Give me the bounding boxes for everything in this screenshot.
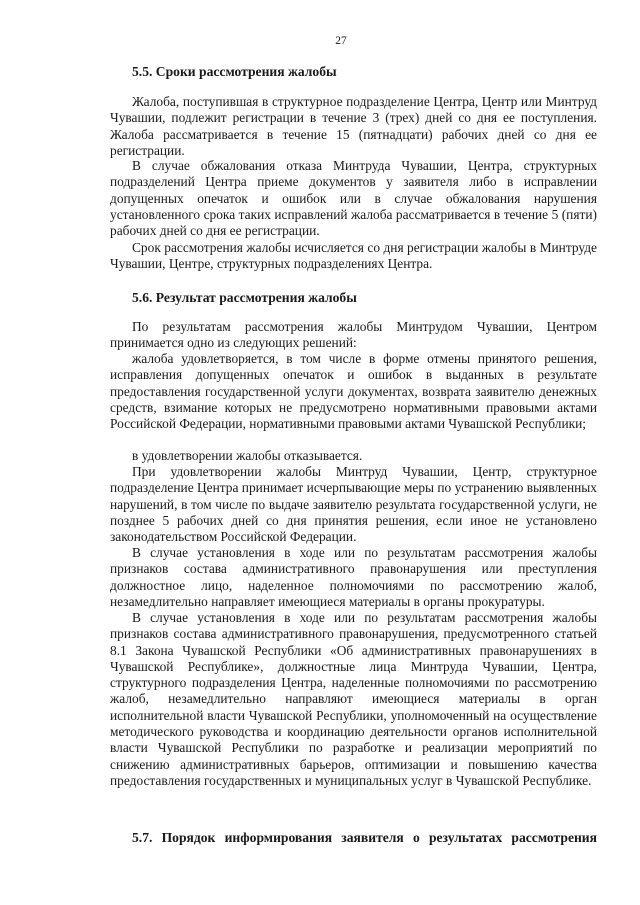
section-heading-5-7: 5.7. Порядок информирования заявителя о результатах рассмотрения	[132, 830, 597, 845]
section-heading-5-5: 5.5. Сроки рассмотрения жалобы	[132, 64, 337, 79]
paragraph: Срок рассмотрения жалобы исчисляется со дня регистрации жалобы в Минтруде Чувашии, Центре, структурных подразделениях Центра.	[110, 240, 597, 272]
paragraph: Жалоба, поступившая в структурное подразделение Центра, Центр или Минтруд Чувашии, подлежит регистрации в течение 3 (трех) дней со дня ее поступления. Жалоба рассматривается в течение 15 (пятнадцати) рабочих дней со дня ее регистрации.	[110, 94, 597, 158]
paragraph: В случае установления в ходе или по результатам рассмотрения жалобы признаков состава административного правонарушения, предусмотренного статьей 8.1 Закона Чувашской Республики «Об административных правонарушениях в Чувашской Республике», должностные лица Минтруда Чувашии, Центра, структурного подразделения Центра, наделенные полномочиями по рассмотрению жалоб, незамедлительно направляют имеющиеся материалы в орган исполнительной власти Чувашской Республики, уполномоченный на осуществление методического руководства и координацию деятельности органов исполнительной власти Чувашской Республики по разработке и реализации мероприятий по снижению административных барьеров, оптимизации и повышению качества предоставления государственных и муниципальных услуг в Чувашской Республике.	[110, 610, 597, 788]
paragraph: При удовлетворении жалобы Минтруд Чувашии, Центр, структурное подразделение Центра принимает исчерпывающие меры по устранению выявленных нарушений, в том числе по выдаче заявителю результата государственной услуги, не позднее 5 рабочих дней со дня принятия решения, если иное не установлено законодательством Российской Федерации.	[110, 464, 597, 545]
section-heading-5-6: 5.6. Результат рассмотрения жалобы	[132, 290, 357, 305]
paragraph: В случае обжалования отказа Минтруда Чувашии, Центра, структурных подразделений Центра приеме документов у заявителя либо в исправлении допущенных опечаток и ошибок или в случае обжалования нарушения установленного срока таких исправлений жалоба рассматривается в течение 5 (пяти) рабочих дней со дня ее регистрации.	[110, 158, 597, 239]
paragraph: жалоба удовлетворяется, в том числе в форме отмены принятого решения, исправления допущенных опечаток и ошибок в выданных в результате предоставления государственной услуги документах, возврата заявителю денежных средств, взимание которых не предусмотрено нормативными правовыми актами Российской Федерации, нормативными правовыми актами Чувашской Республики;	[110, 351, 597, 432]
paragraph: В случае установления в ходе или по результатам рассмотрения жалобы признаков состава административного правонарушения или преступления должностное лицо, наделенное полномочиями по рассмотрению жалоб, незамедлительно направляет имеющиеся материалы в органы прокуратуры.	[110, 545, 597, 609]
paragraph: По результатам рассмотрения жалобы Минтрудом Чувашии, Центром принимается одно из следующих решений:	[110, 319, 597, 351]
paragraph: в удовлетворении жалобы отказывается.	[132, 448, 363, 463]
page-number: 27	[335, 35, 347, 47]
